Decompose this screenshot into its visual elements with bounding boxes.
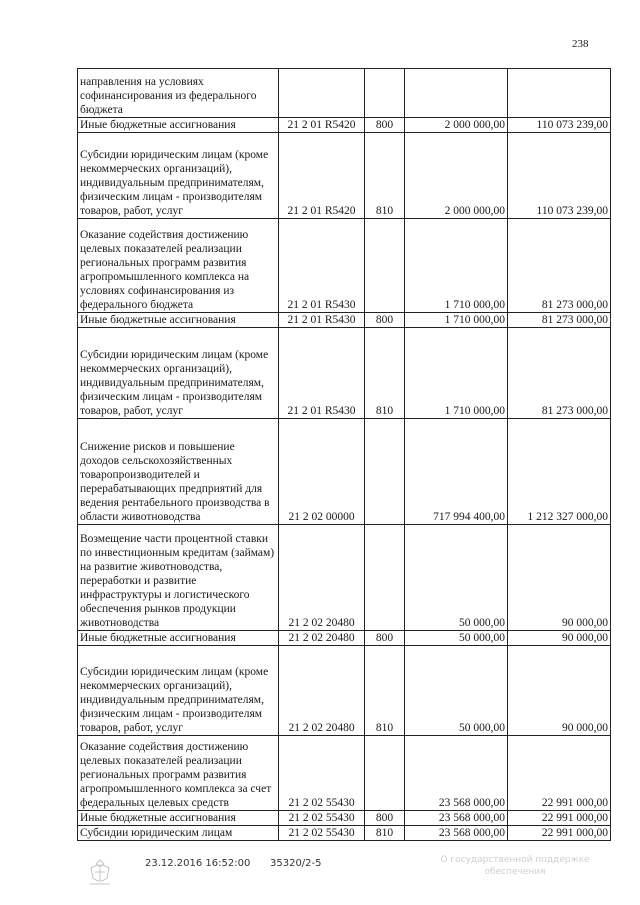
row-code: 21 2 02 55430: [279, 811, 365, 826]
row-code: 21 2 02 20480: [279, 525, 365, 631]
row-code: 21 2 01 R5430: [279, 219, 365, 313]
row-code: 21 2 01 R5420: [279, 133, 365, 219]
row-code: 21 2 02 55430: [279, 826, 365, 841]
row-name: Иные бюджетные ассигнования: [78, 631, 279, 646]
row-name: Субсидии юридическим лицам (кроме некоммерческих организаций), индивидуальным предпринимателям, физическим лицам - производителям товаров, работ, услуг: [78, 646, 279, 736]
row-vr: 800: [365, 313, 405, 328]
table-row: [78, 313, 611, 328]
table-row: [78, 69, 611, 118]
row-name: Субсидии юридическим лицам: [78, 826, 279, 841]
row-code: [279, 69, 365, 118]
row-amount-2: 1 212 327 000,00: [508, 419, 611, 525]
row-code: 21 2 02 00000: [279, 419, 365, 525]
row-amount-1: 2 000 000,00: [405, 118, 508, 133]
row-vr: [365, 219, 405, 313]
row-amount-2: 90 000,00: [508, 525, 611, 631]
row-amount-1: 23 568 000,00: [405, 826, 508, 841]
table-row: [78, 826, 611, 841]
row-vr: 810: [365, 328, 405, 419]
row-name: Субсидии юридическим лицам (кроме некоммерческих организаций), индивидуальным предпринимателям, физическим лицам - производителям товаров, работ, услуг: [78, 133, 279, 219]
row-name: Иные бюджетные ассигнования: [78, 118, 279, 133]
row-amount-1: 717 994 400,00: [405, 419, 508, 525]
table-row: [78, 328, 611, 419]
table-row: [78, 118, 611, 133]
row-amount-2: 81 273 000,00: [508, 328, 611, 419]
row-vr: 810: [365, 646, 405, 736]
footer-doc-number: 35320/2-5: [270, 858, 322, 869]
row-vr: 810: [365, 826, 405, 841]
table-row: [78, 525, 611, 631]
row-amount-2: 81 273 000,00: [508, 219, 611, 313]
page-footer: [0, 855, 640, 898]
row-amount-1: 23 568 000,00: [405, 736, 508, 811]
table-row: [78, 811, 611, 826]
row-amount-1: [405, 69, 508, 118]
table-row: [78, 419, 611, 525]
table-row: [78, 219, 611, 313]
table-row: [78, 736, 611, 811]
row-code: 21 2 02 20480: [279, 646, 365, 736]
row-amount-2: 110 073 239,00: [508, 133, 611, 219]
row-name: направления на условиях софинансирования из федерального бюджета: [78, 69, 279, 118]
row-vr: 800: [365, 631, 405, 646]
table-row: [78, 133, 611, 219]
row-vr: 810: [365, 133, 405, 219]
budget-table: [77, 68, 611, 841]
row-amount-1: 1 710 000,00: [405, 328, 508, 419]
row-name: Оказание содействия достижению целевых показателей реализации региональных программ развития агропромышленного комплекса на условиях софинансирования из федерального бюджета: [78, 219, 279, 313]
row-code: 21 2 01 R5430: [279, 313, 365, 328]
row-vr: [365, 525, 405, 631]
row-vr: 800: [365, 118, 405, 133]
row-amount-1: 1 710 000,00: [405, 313, 508, 328]
row-amount-1: 1 710 000,00: [405, 219, 508, 313]
row-vr: [365, 69, 405, 118]
row-amount-1: 23 568 000,00: [405, 811, 508, 826]
row-amount-2: 22 991 000,00: [508, 811, 611, 826]
row-amount-2: 22 991 000,00: [508, 826, 611, 841]
row-amount-1: 50 000,00: [405, 631, 508, 646]
row-vr: [365, 736, 405, 811]
row-code: 21 2 01 R5420: [279, 118, 365, 133]
table-row: [78, 646, 611, 736]
table-row: [78, 631, 611, 646]
footer-date: 23.12.2016 16:52:00: [145, 858, 251, 869]
row-name: Снижение рисков и повышение доходов сельскохозяйственных товаропроизводителей и перерабатывающих предприятий для ведения рентабельного производства в области животноводства: [78, 419, 279, 525]
row-amount-2: 22 991 000,00: [508, 736, 611, 811]
row-amount-2: 110 073 239,00: [508, 118, 611, 133]
page-number: 238: [572, 38, 589, 50]
emblem-icon: [86, 858, 114, 892]
row-name: Возмещение части процентной ставки по инвестиционным кредитам (займам) на развитие животноводства, переработки и развитие инфраструктуры и логистического обеспечения рынков продукции животноводства: [78, 525, 279, 631]
row-vr: 800: [365, 811, 405, 826]
row-name: Оказание содействия достижению целевых показателей реализации региональных программ развития агропромышленного комплекса за счет федеральных целевых средств: [78, 736, 279, 811]
row-code: 21 2 02 20480: [279, 631, 365, 646]
row-name: Иные бюджетные ассигнования: [78, 313, 279, 328]
row-amount-2: [508, 69, 611, 118]
row-name: Иные бюджетные ассигнования: [78, 811, 279, 826]
row-code: 21 2 01 R5430: [279, 328, 365, 419]
row-vr: [365, 419, 405, 525]
row-amount-1: 2 000 000,00: [405, 133, 508, 219]
row-amount-1: 50 000,00: [405, 525, 508, 631]
row-code: 21 2 02 55430: [279, 736, 365, 811]
row-amount-2: 90 000,00: [508, 646, 611, 736]
row-amount-2: 90 000,00: [508, 631, 611, 646]
watermark-text: О государственной поддержке обеспечения: [440, 855, 590, 877]
row-name: Субсидии юридическим лицам (кроме некоммерческих организаций), индивидуальным предпринимателям, физическим лицам - производителям товаров, работ, услуг: [78, 328, 279, 419]
row-amount-1: 50 000,00: [405, 646, 508, 736]
row-amount-2: 81 273 000,00: [508, 313, 611, 328]
